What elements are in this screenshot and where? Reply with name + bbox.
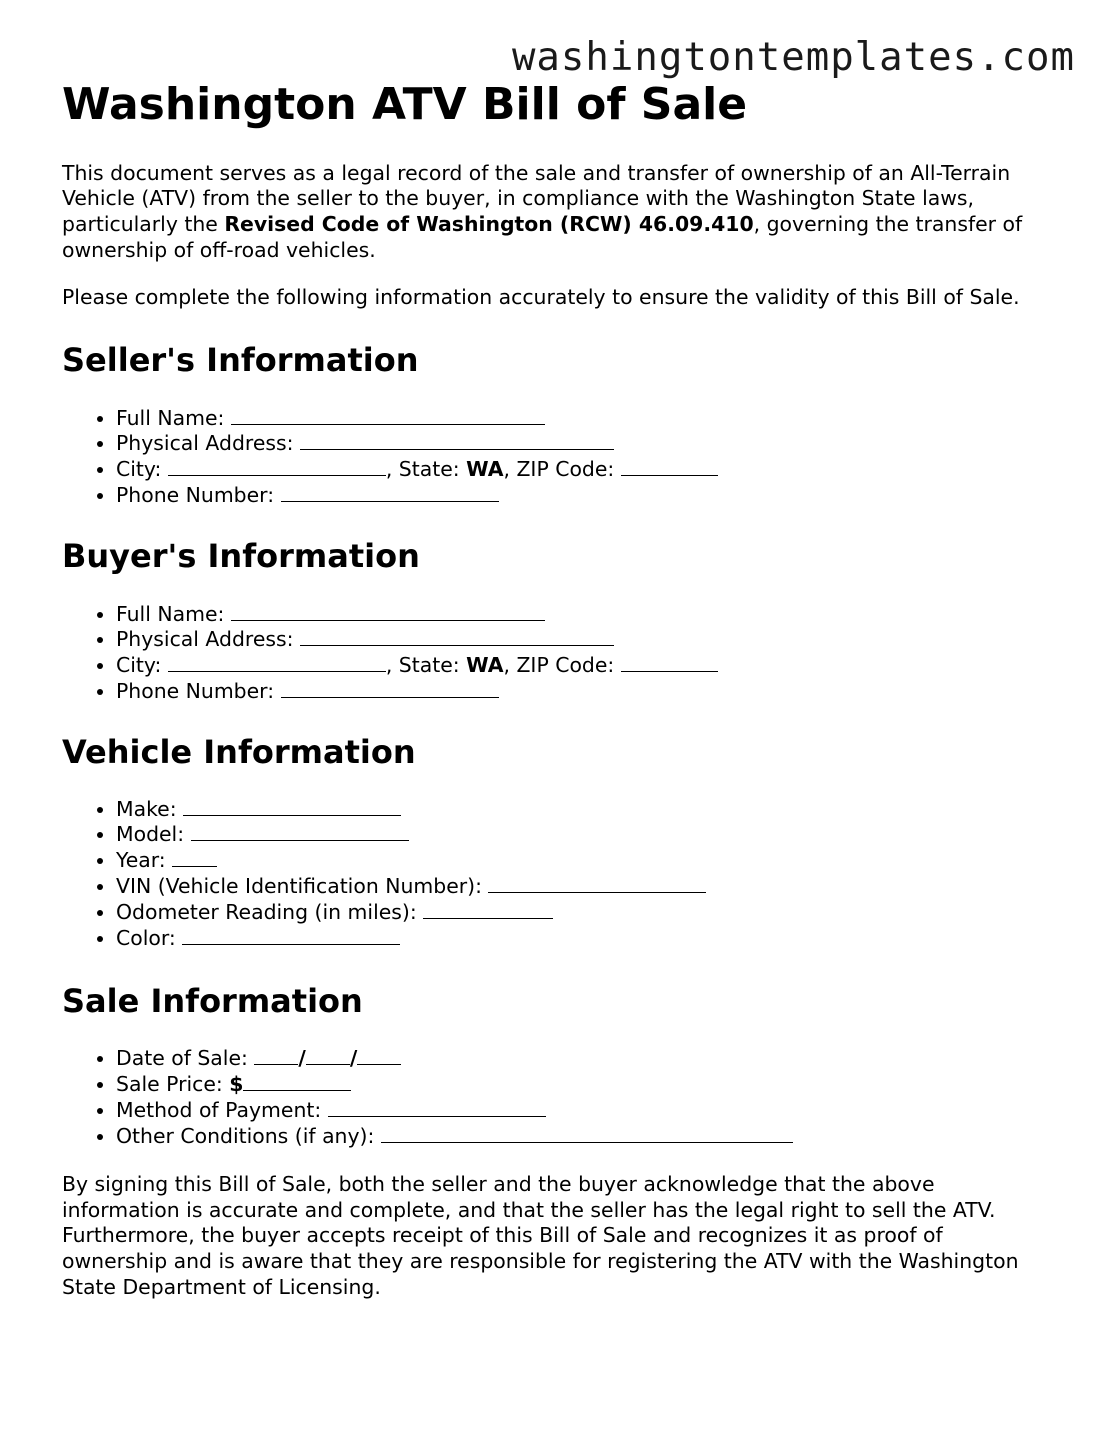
- vehicle-odometer-field[interactable]: [423, 901, 553, 919]
- buyer-zip-field[interactable]: [621, 654, 718, 672]
- intro-text-1: This document serves as a legal record of the sale and transfer of ownership of an All-Terrain Vehicle (ATV) from the seller to the buyer, in compliance with the Washington State laws, particularly the: [62, 160, 1011, 236]
- page-title: Washington ATV Bill of Sale: [62, 79, 748, 130]
- seller-heading: Seller's Information: [62, 341, 419, 380]
- sale-method-label: Method of Payment:: [116, 1098, 322, 1123]
- vehicle-make-label: Make:: [116, 796, 177, 821]
- sale-price-label: Sale Price:: [116, 1072, 223, 1097]
- intro-paragraph: [62, 161, 1052, 264]
- vehicle-color-field[interactable]: [182, 927, 400, 945]
- sale-conditions-item: [116, 1124, 1052, 1150]
- vehicle-vin-field[interactable]: [488, 875, 706, 893]
- instructions-paragraph: Please complete the following information accurately to ensure the validity of this Bill of Sale.: [62, 285, 1020, 310]
- law-reference: Revised Code of Washington (RCW) 46.09.410: [224, 212, 754, 236]
- seller-address-field[interactable]: [300, 432, 614, 450]
- sale-date-year-field[interactable]: [357, 1047, 401, 1065]
- vehicle-year-field[interactable]: [172, 849, 217, 867]
- seller-full-name-item: [116, 406, 1052, 432]
- sale-date-label: Date of Sale:: [116, 1046, 248, 1071]
- vehicle-model-field[interactable]: [191, 823, 409, 841]
- sale-heading: Sale Information: [62, 981, 363, 1020]
- seller-full-name-field[interactable]: [231, 407, 545, 425]
- buyer-full-name-field[interactable]: [231, 603, 545, 621]
- buyer-state-value: WA: [466, 653, 504, 678]
- seller-phone-label: Phone Number:: [116, 483, 275, 508]
- vehicle-model-label: Model:: [116, 822, 185, 847]
- seller-city-item: [116, 457, 1052, 483]
- buyer-address-item: [116, 627, 1052, 653]
- buyer-full-name-item: [116, 602, 1052, 628]
- seller-phone-item: [116, 483, 1052, 509]
- seller-state-label: , State:: [385, 457, 460, 482]
- document-page: [62, 80, 1052, 1323]
- seller-zip-field[interactable]: [621, 458, 718, 476]
- buyer-address-label: Physical Address:: [116, 627, 294, 652]
- vehicle-heading: Vehicle Information: [62, 733, 416, 772]
- currency-symbol: $: [229, 1072, 244, 1097]
- buyer-fields: [62, 602, 1052, 706]
- buyer-phone-field[interactable]: [281, 680, 499, 698]
- buyer-city-item: [116, 653, 1052, 679]
- sale-conditions-field[interactable]: [381, 1125, 793, 1143]
- vehicle-fields: [62, 797, 1052, 952]
- buyer-full-name-label: Full Name:: [116, 601, 225, 626]
- seller-city-field[interactable]: [168, 458, 386, 476]
- vehicle-make-item: [116, 797, 1052, 823]
- sale-date-day-field[interactable]: [306, 1047, 350, 1065]
- intro-text-2: , governing the transfer of ownership of off-road vehicles.: [62, 212, 1023, 262]
- sale-date-separator-2: /: [349, 1046, 358, 1071]
- buyer-address-field[interactable]: [300, 628, 614, 646]
- sale-conditions-label: Other Conditions (if any):: [116, 1124, 375, 1149]
- buyer-heading: Buyer's Information: [62, 537, 420, 576]
- seller-fields: [62, 406, 1052, 510]
- vehicle-vin-label: VIN (Vehicle Identification Number):: [116, 874, 482, 899]
- sale-date-separator-1: /: [298, 1046, 306, 1071]
- vehicle-year-item: [116, 848, 1052, 874]
- vehicle-year-label: Year:: [116, 848, 166, 873]
- vehicle-odometer-item: [116, 900, 1052, 926]
- buyer-city-field[interactable]: [168, 654, 386, 672]
- vehicle-make-field[interactable]: [183, 798, 401, 816]
- buyer-state-label: , State:: [385, 653, 460, 678]
- seller-address-item: [116, 431, 1052, 457]
- vehicle-odometer-label: Odometer Reading (in miles):: [116, 900, 417, 925]
- seller-phone-field[interactable]: [281, 484, 499, 502]
- vehicle-model-item: [116, 822, 1052, 848]
- sale-fields: [62, 1046, 1052, 1150]
- sale-date-item: [116, 1046, 1052, 1072]
- sale-method-item: [116, 1098, 1052, 1124]
- watermark: washingtontemplates.com: [511, 35, 1075, 80]
- vehicle-color-item: [116, 926, 1052, 952]
- buyer-zip-label: , ZIP Code:: [503, 653, 615, 678]
- sale-date-month-field[interactable]: [254, 1047, 298, 1065]
- closing-paragraph: By signing this Bill of Sale, both the seller and the buyer acknowledge that the above information is accurate and complete, and that the seller has the legal right to sell the ATV. Furthermore, the buyer accepts receipt of this Bill of Sale and recognizes it as proof of ownership and is aware that they are responsible for registering the ATV with the Washington State Department of Licensing.: [62, 1171, 1019, 1299]
- buyer-phone-label: Phone Number:: [116, 679, 275, 704]
- seller-zip-label: , ZIP Code:: [503, 457, 615, 482]
- sale-price-field[interactable]: [243, 1073, 351, 1091]
- seller-state-value: WA: [466, 457, 504, 482]
- seller-full-name-label: Full Name:: [116, 405, 225, 430]
- vehicle-vin-item: [116, 874, 1052, 900]
- vehicle-color-label: Color:: [116, 926, 176, 951]
- sale-price-item: [116, 1072, 1052, 1098]
- buyer-phone-item: [116, 679, 1052, 705]
- buyer-city-label: City:: [116, 653, 162, 678]
- seller-city-label: City:: [116, 457, 162, 482]
- sale-method-field[interactable]: [328, 1099, 546, 1117]
- seller-address-label: Physical Address:: [116, 431, 294, 456]
